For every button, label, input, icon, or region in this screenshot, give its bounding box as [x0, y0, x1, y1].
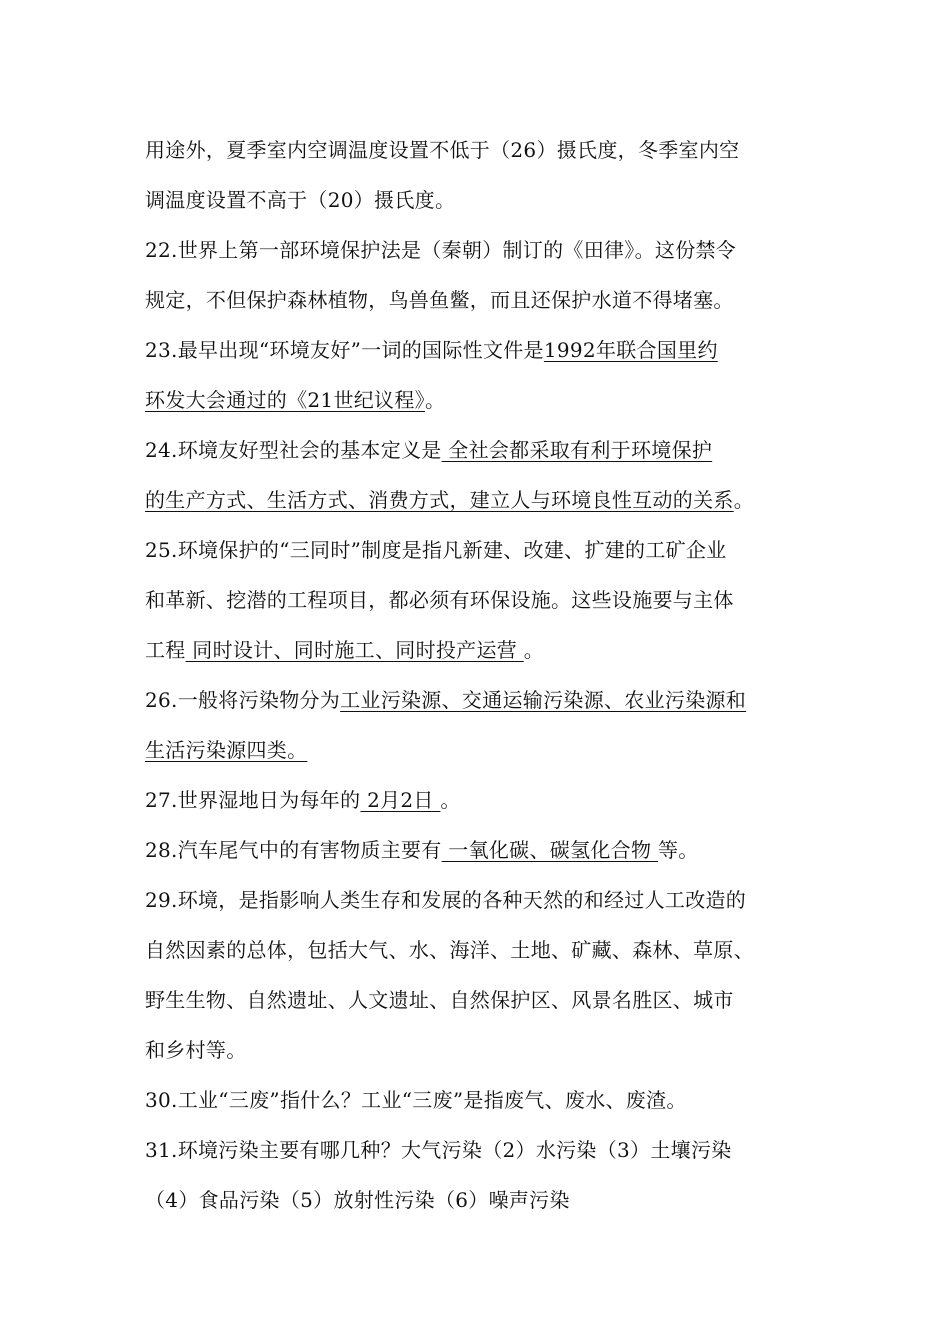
text-line — [145, 736, 825, 764]
text-line — [145, 686, 825, 714]
text-segment: 调温度设置不高于（20）摄氏度。 — [145, 188, 456, 212]
text-segment: 29.环境，是指影响人类生存和发展的各种天然的和经过人工改造的 — [145, 888, 747, 912]
text-segment: 用途外，夏季室内空调温度设置不低于（26）摄氏度，冬季室内空 — [145, 138, 740, 162]
answer-underlined: 生活污染源四类。 — [145, 738, 308, 762]
text-line — [145, 886, 825, 914]
answer-underlined: 一氧化碳、碳氢化合物 — [441, 838, 658, 862]
text-line — [145, 586, 825, 614]
text-segment: 23.最早出现“环境友好”一词的国际性文件是 — [145, 338, 544, 362]
text-segment: 24.环境友好型社会的基本定义是 — [145, 438, 442, 462]
text-segment: 。 — [523, 638, 545, 662]
text-line — [145, 186, 825, 214]
text-segment: 。 — [424, 388, 446, 412]
text-line — [145, 336, 825, 364]
answer-underlined: 环发大会通过的《21世纪议程》 — [145, 388, 425, 412]
answer-underlined: 同时设计、同时施工、同时投产运营 — [185, 638, 524, 662]
text-segment: 自然因素的总体，包括大气、水、海洋、土地、矿藏、森林、草原、 — [145, 938, 754, 962]
text-line — [145, 636, 825, 664]
text-line — [145, 286, 825, 314]
text-segment: 31.环境污染主要有哪几种？大气污染（2）水污染（3）土壤污染 — [145, 1138, 732, 1162]
text-segment: 等。 — [657, 838, 699, 862]
text-segment: 27.世界湿地日为每年的 — [145, 788, 361, 812]
text-line — [145, 986, 825, 1014]
text-segment: 28.汽车尾气中的有害物质主要有 — [145, 838, 442, 862]
text-segment: 25.环境保护的“三同时”制度是指凡新建、改建、扩建的工矿企业 — [145, 538, 727, 562]
text-segment: 工程 — [145, 638, 186, 662]
text-segment: 和乡村等。 — [145, 1038, 247, 1062]
answer-underlined: 1992年联合国里约 — [543, 338, 718, 362]
text-segment: 30.工业“三废”指什么？工业“三废”是指废气、废水、废渣。 — [145, 1088, 687, 1112]
text-segment: 。 — [440, 788, 461, 812]
text-line — [145, 136, 825, 164]
text-line — [145, 1036, 825, 1064]
answer-underlined: 的生产方式、生活方式、消费方式，建立人与环境良性互动的关系 — [145, 488, 734, 512]
text-segment: 26.一般将污染物分为 — [145, 688, 341, 712]
text-line — [145, 436, 825, 464]
text-segment: 野生生物、自然遗址、人文遗址、自然保护区、风景名胜区、城市 — [145, 988, 734, 1012]
text-line — [145, 1186, 825, 1214]
text-line — [145, 236, 825, 264]
text-segment: 。 — [733, 488, 755, 512]
answer-underlined: 全社会都采取有利于环境保护 — [441, 438, 713, 462]
text-segment: 和革新、挖潜的工程项目，都必须有环保设施。这些设施要与主体 — [145, 588, 734, 612]
answer-underlined: 2月2日 — [360, 788, 441, 812]
text-line — [145, 536, 825, 564]
text-segment: 规定，不但保护森林植物，鸟兽鱼鳖，而且还保护水道不得堵塞。 — [145, 288, 734, 312]
text-segment: 22.世界上第一部环境保护法是（秦朝）制订的《田律》。这份禁令 — [145, 238, 737, 262]
text-line — [145, 1086, 825, 1114]
text-line — [145, 936, 825, 964]
text-line — [145, 386, 825, 414]
text-line — [145, 836, 825, 864]
text-line — [145, 486, 825, 514]
text-segment: （4）食品污染（5）放射性污染（6）噪声污染 — [145, 1188, 570, 1212]
answer-underlined: 工业污染源、交通运输污染源、农业污染源和 — [340, 688, 747, 712]
text-line — [145, 1136, 825, 1164]
text-line — [145, 786, 825, 814]
